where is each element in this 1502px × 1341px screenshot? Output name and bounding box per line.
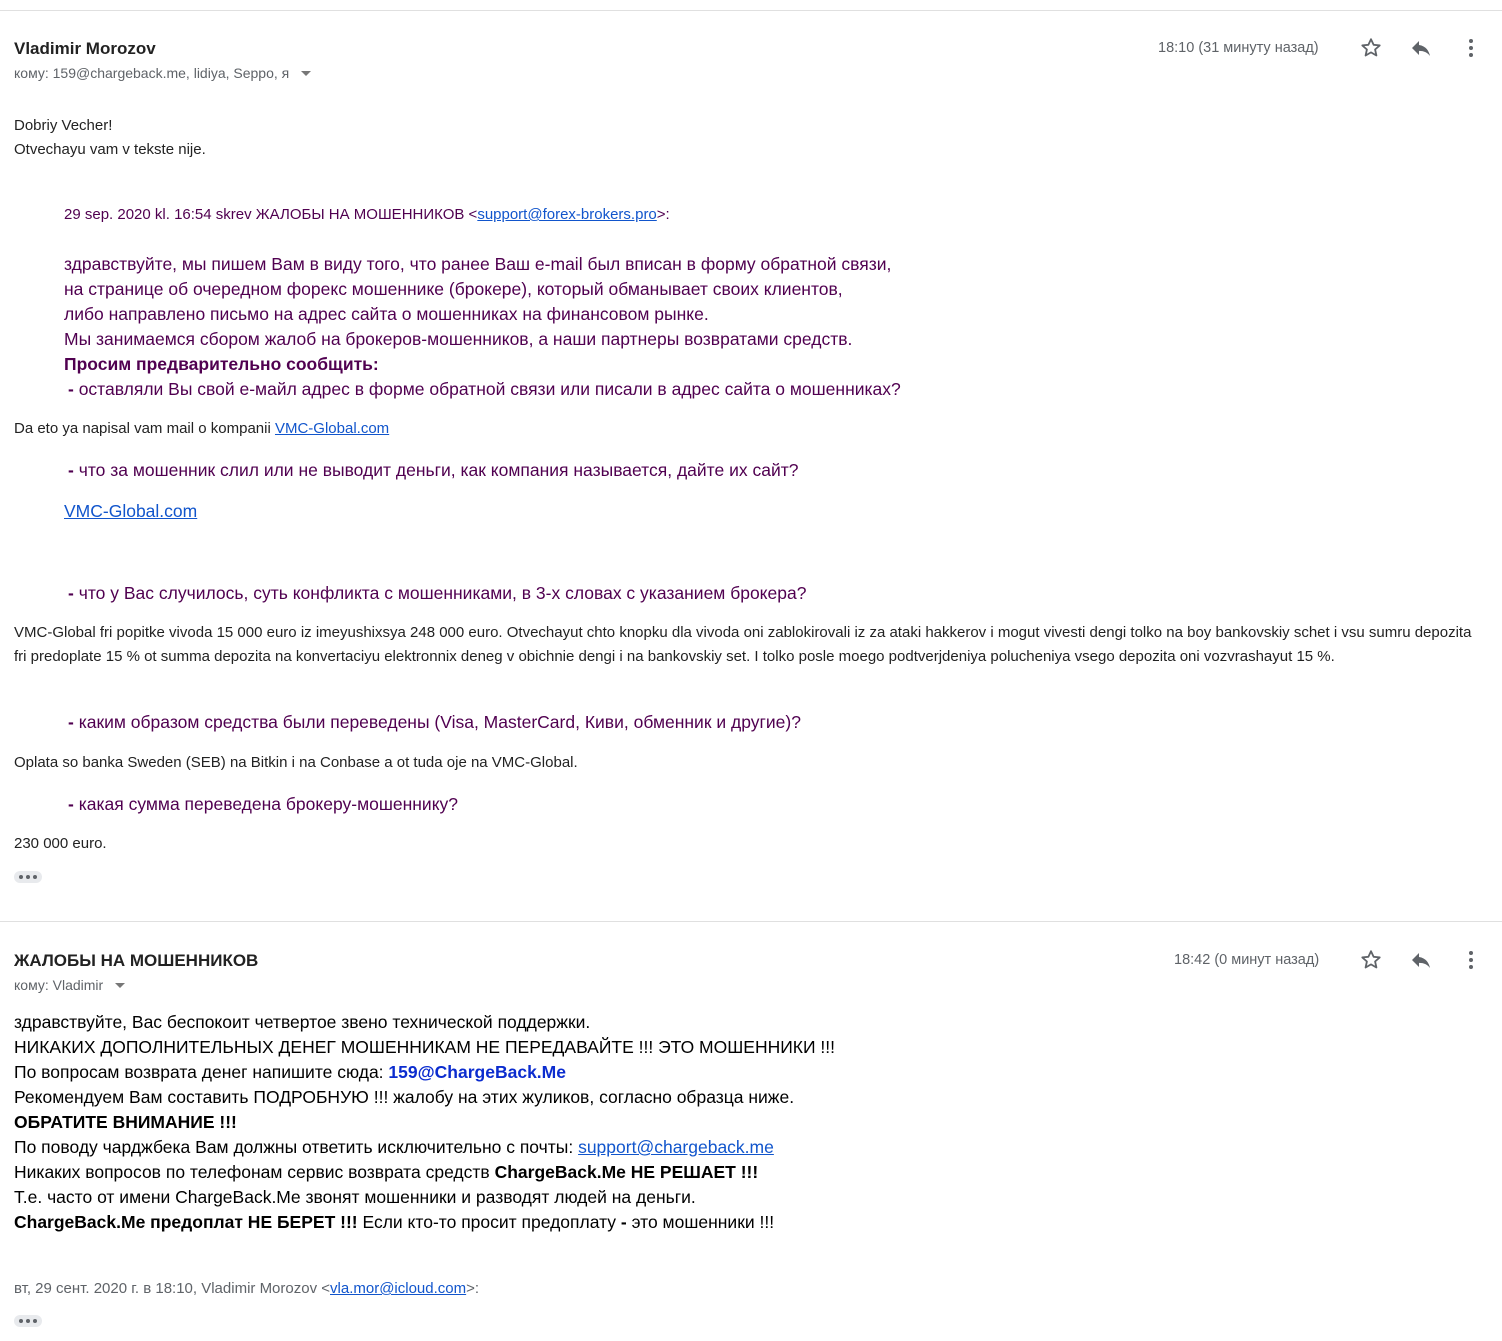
message-time-2: 18:42 (0 минут назад) xyxy=(1174,952,1320,968)
reply-line-6: По поводу чарджбека Вам должны ответить исключительно с почты: support@chargeback.me xyxy=(14,1137,774,1157)
answer-1: Da eto ya napisal vam mail o kompanii VMC-Global.com xyxy=(14,420,390,437)
quote-line-1: здравствуйте, мы пишем Вам в виду того, что ранее Ваш e-mail был вписан в форму обратной связи, xyxy=(64,254,892,274)
reply-line-8: Т.е. часто от имени ChargeBack.Me звонят мошенники и разводят людей на деньги. xyxy=(14,1187,696,1207)
reply-line-4: Рекомендуем Вам составить ПОДРОБНУЮ !!! жалобу на этих жуликов, согласно образца ниже. xyxy=(14,1087,795,1107)
reply-line-2: НИКАКИХ ДОПОЛНИТЕЛЬНЫХ ДЕНЕГ МОШЕННИКАМ НЕ ПЕРЕДАВАЙТЕ !!! ЭТО МОШЕННИКИ !!! xyxy=(14,1037,836,1057)
reply-line-1: здравствуйте, Вас беспокоит четвертое звено технической поддержки. xyxy=(14,1012,591,1032)
answer-3: VMC-Global fri popitke vivoda 15 000 euro iz imeyushixsya 248 000 euro. Otvechayut chto knopku dla vivoda oni zablokirovali iz za ataki hakkerov i mogut vivesti dengi tolko na boy bankovskiy schet i vsu sumru depozita fri predoplate 15 % ot summa depozita na konvertaciyu elektronnix deneg v obichnie dengi i na bankovskiy set. I tolko posle moego podtverjdeniya polucheniya vsego depozita oni vozvrashayut 15 %. xyxy=(14,624,1472,665)
reply-line-7: Никаких вопросов по телефонам сервис возврата средств ChargeBack.Me НЕ РЕШАЕТ !!! xyxy=(14,1162,759,1182)
quote-line-2: на странице об очередном форекс мошеннике (брокере), который обманывает своих клиентов, xyxy=(64,279,843,299)
answer-5: 230 000 euro. xyxy=(14,835,107,852)
support-chargeback-link[interactable]: support@chargeback.me xyxy=(578,1137,774,1157)
more-vert-icon[interactable] xyxy=(1459,36,1483,60)
quote-bold-request: Просим предварительно сообщить: xyxy=(64,354,379,374)
vmc-global-quote-link[interactable]: VMC-Global.com xyxy=(64,501,198,521)
to-recipients: 159@chargeback.me, lidiya, Seppo, я xyxy=(52,65,290,81)
to-label: кому: xyxy=(14,65,49,81)
show-trimmed-icon[interactable] xyxy=(14,1315,42,1327)
more-vert-icon[interactable] xyxy=(1459,948,1483,972)
intro-text: Otvechayu vam v tekste nije. xyxy=(14,141,206,158)
greeting: Dobriy Vecher! xyxy=(14,117,113,134)
question-4: - каким образом средства были переведены (Visa, MasterCard, Киви, обменник и другие)? xyxy=(68,712,801,732)
question-1: - оставляли Вы свой е-майл адрес в форме обратной связи или писали в адрес сайта о мошенниках? xyxy=(68,379,901,399)
quote-line-4: Мы занимаемся сбором жалоб на брокеров-мошенников, а наши партнеры возвратами средств. xyxy=(64,329,853,349)
recipients-line-2[interactable] xyxy=(14,977,125,993)
reply-icon[interactable] xyxy=(1409,948,1433,972)
question-3: - что у Вас случилось, суть конфликта с мошенниками, в 3-х словах с указанием брокера? xyxy=(68,583,807,603)
reply-line-5: ОБРАТИТЕ ВНИМАНИЕ !!! xyxy=(14,1112,237,1132)
quote-header-email-link[interactable]: support@forex-brokers.pro xyxy=(477,206,657,223)
recipients-line[interactable] xyxy=(14,65,311,81)
to-recipients: Vladimir xyxy=(52,977,104,993)
sender-name[interactable]: Vladimir Morozov xyxy=(14,39,156,58)
icloud-email-link[interactable]: vla.mor@icloud.com xyxy=(330,1280,467,1297)
quote-line-3: либо направлено письмо на адрес сайта о мошенниках на финансовом рынке. xyxy=(64,304,709,324)
question-2: - что за мошенник слил или не выводит деньги, как компания называется, дайте их сайт? xyxy=(68,460,799,480)
quoted-attribution: вт, 29 сент. 2020 г. в 18:10, Vladimir Morozov <vla.mor@icloud.com>: xyxy=(14,1280,480,1297)
show-trimmed-icon[interactable] xyxy=(14,871,42,883)
chevron-down-icon[interactable] xyxy=(301,71,311,76)
reply-line-3: По вопросам возврата денег напишите сюда: 159@ChargeBack.Me xyxy=(14,1062,566,1082)
sender-name-2[interactable]: ЖАЛОБЫ НА МОШЕННИКОВ xyxy=(14,951,259,970)
star-icon[interactable] xyxy=(1359,948,1383,972)
chevron-down-icon[interactable] xyxy=(115,983,125,988)
question-5: - какая сумма переведена брокеру-мошеннику? xyxy=(68,794,459,814)
star-icon[interactable] xyxy=(1359,36,1383,60)
reply-icon[interactable] xyxy=(1409,36,1433,60)
chargeback-email-link[interactable]: 159@ChargeBack.Me xyxy=(388,1062,566,1082)
answer-4: Oplata so banka Sweden (SEB) na Bitkin i na Conbase a ot tuda oje na VMC-Global. xyxy=(14,754,578,771)
top-divider xyxy=(0,10,1502,11)
quote-vmc-link xyxy=(64,501,197,522)
vmc-global-link[interactable]: VMC-Global.com xyxy=(274,420,390,437)
message-time: 18:10 (31 минуту назад) xyxy=(1158,40,1319,56)
to-label: кому: xyxy=(14,977,49,993)
reply-line-9: ChargeBack.Me предоплат НЕ БЕРЕТ !!! Если кто-то просит предоплату - это мошенники !!! xyxy=(14,1212,775,1232)
quote-header: 29 sep. 2020 kl. 16:54 skrev ЖАЛОБЫ НА МОШЕННИКОВ <support@forex-brokers.pro>: xyxy=(64,206,670,223)
message-divider xyxy=(0,921,1502,922)
